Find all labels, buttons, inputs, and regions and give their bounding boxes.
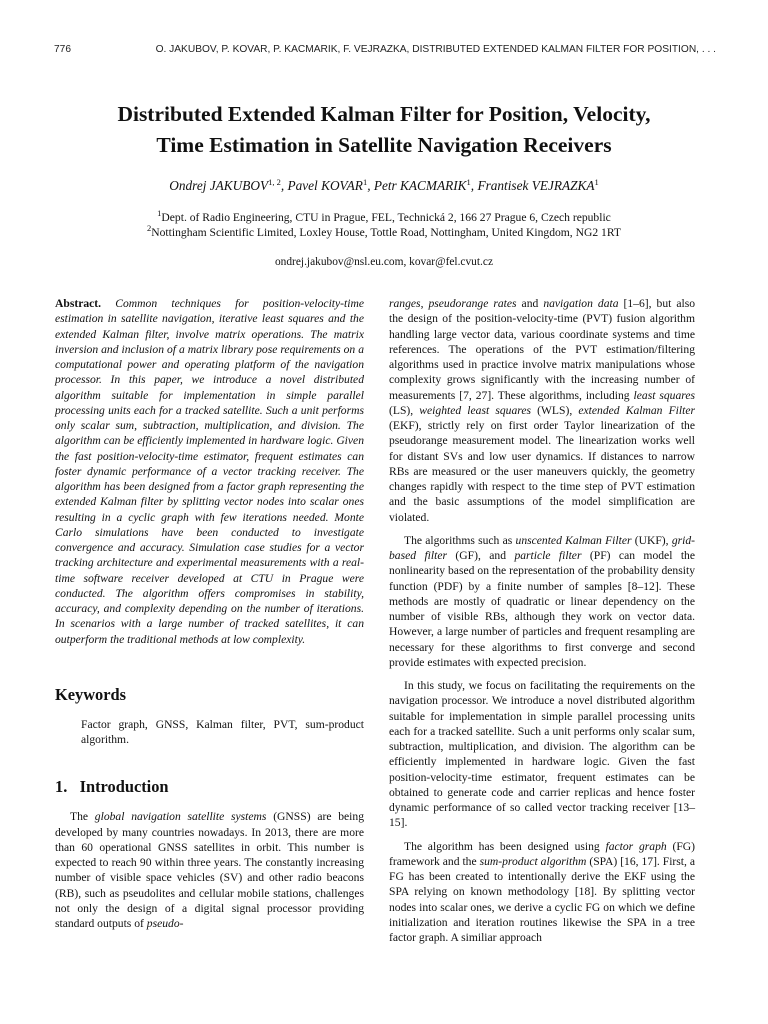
author-list: Ondrej JAKUBOV$^{1, 2}$, Pavel KOVAR$^1$, Petr KACMARIK$^1$, Frantisek VEJRAZKA$^1$ [169, 177, 599, 193]
affiliation-mark: 1 [157, 208, 162, 218]
italic-term: factor graph [605, 839, 667, 853]
page-number: 776 [54, 44, 71, 55]
text-run: and [516, 297, 544, 310]
author-name: Pavel KOVAR [287, 178, 363, 193]
italic-term: weighted least squares [419, 403, 531, 417]
contact-email: ondrej.jakubov@nsl.eu.com, kovar@fel.cvut.cz [274, 256, 494, 268]
body-paragraph [389, 678, 695, 831]
affiliation [40, 208, 728, 224]
text-run: The algorithm has been designed using [404, 839, 606, 853]
italic-term: navigation data [543, 297, 619, 310]
italic-term: global navigation satellite systems [94, 810, 267, 824]
affiliation [40, 223, 728, 239]
italic-term: ranges [389, 297, 421, 310]
author-affiliation-mark: 1, 2 [268, 177, 281, 187]
body-paragraph [389, 296, 695, 525]
text-run: (GF), and [447, 549, 515, 562]
author-name: Frantisek VEJRAZKA [477, 178, 595, 193]
author-name: Petr KACMARIK [373, 178, 467, 193]
text-run: The algorithms such as [404, 533, 516, 547]
text-run: , [420, 297, 429, 310]
italic-term: extended Kalman Filter [578, 403, 695, 417]
italic-term: sum-product algorithm [479, 854, 587, 868]
text-run: [1–6], but also the design of the position-velocity-time (PVT) fusion algorithm handling large vector data, various coordinate systems and time references. The operations of the PVT estimation/filtering algorithms used in practice involve matrix manipulations whose complexity grows significantly with the increasing number of measurements [7, 27]. These algorithms, including [389, 297, 696, 402]
title-line-1: Distributed Extended Kalman Filter for Position, Velocity, [117, 102, 651, 126]
abstract-label: Abstract. [55, 297, 102, 310]
section-heading-introduction: 1. Introduction [55, 777, 169, 797]
author-affiliation-mark: 1 [466, 177, 471, 187]
right-column [389, 296, 695, 945]
paper-title [40, 99, 728, 161]
italic-term: pseudo- [146, 917, 184, 930]
affiliation-mark: 2 [147, 223, 152, 233]
italic-term: unscented Kalman Filter [515, 533, 632, 547]
abstract [55, 296, 364, 647]
author-affiliation-mark: 1 [362, 177, 368, 187]
title-line-2: Time Estimation in Satellite Navigation Receivers [156, 133, 612, 157]
text-run: The [70, 810, 95, 824]
body-paragraph [389, 533, 695, 670]
text-run: (EKF), strictly rely on first order Taylor linearization of the pseudorange measurement model. The linearization works well for distant SVs and low user dynamics. If distances to narrow RBs are measured or the user maneuvers quickly, the geometry changes rapidly with respect to the time step of PVT estimation and the basic assumptions of the model simplification are violated. [389, 419, 695, 524]
text-run: (FG) framework and the [389, 839, 695, 868]
keywords-heading: Keywords [55, 684, 127, 704]
italic-term: least squares [633, 388, 696, 402]
text-run: (WLS), [530, 403, 579, 417]
author-name: Ondrej JAKUBOV [169, 178, 269, 193]
keywords-text: Factor graph, GNSS, Kalman filter, PVT, sum-product algorithm. [81, 717, 364, 746]
italic-term: grid-based filter [389, 533, 695, 562]
text-run: (LS), [389, 403, 420, 417]
left-column [55, 296, 364, 931]
text-run: (GNSS) are being developed by many countries nowadays. In 2013, there are more than 60 operational GNSS satellites in orbit. This number is expected to reach 90 within three years. The constantly increasing number of visible space vehicles (SV) and other radio beacons (RB), such as pseudolites and cellular mobile stations, challenges not only the design of a digital signal processor providing standard outputs of [55, 810, 364, 930]
text-run: (PF) can model the nonlinearity based on the representation of the probability density function (PDF) by a finite number of samples [8–12]. These methods are mostly of quadratic or linear dependency on the number of visible RBs, although they work on vector data. However, a large number of particles and frequent resampling are necessary for these algorithms to first converge and second provide estimates with expected precision. [389, 549, 695, 669]
italic-term: pseudorange rates [428, 297, 517, 310]
text-run: In this study, we focus on facilitating the requirements on the navigation processor. We introduce a novel distributed algorithm suitable for implementation in simple parallel processing units each for a tracked satellite. Such a unit performs only scalar sum, subtraction, multiplication, and division. The algorithm can be efficiently implemented in hardware logic. Given the fast position-velocity-time estimator, frequent estimates can be obtained to generate code and carrier replicas and hence foster dynamic performance of so called vector tracking receiver [13–15]. [389, 679, 695, 830]
abstract-text: Common techniques for position-velocity-time estimation in satellite navigation, iterative least squares and the extended Kalman filter, involve matrix operations. The matrix inversion and inclusion of a matrix library pose requirements on a computational power and operating platform of the navigation processor. In this paper, we introduce a novel distributed algorithm suitable for implementation in simple parallel processing units each for a tracked satellite. Such a unit performs only scalar sum, subtraction, multiplication, and division. The algorithm can be efficiently implemented in hardware logic. Given the fast position-velocity-time estimator, frequent estimates can foster dynamic performance of a vector tracking receiver. The algorithm has been designed from a factor graph representing the extended Kalman filter by splitting vector nodes into scalar ones resulting in a cyclic graph with few iterations needed. Monte Carlo simulations have been conducted to investigate convergence and accuracy. Simulation case studies for a vector tracking architecture and experimental measurements with a real-time software receiver developed at CTU in Prague were conducted. The algorithm offers compromises in stability, accuracy, and complexity depending on the number of iterations. In scenarios with a large number of tracked satellites, it can outperform the traditional methods at low complexity. [55, 297, 364, 646]
affiliation-text: Nottingham Scientific Limited, Loxley House, Tottle Road, Nottingham, United Kingdom, NG2 1RT [151, 226, 621, 239]
running-title: O. JAKUBOV, P. KOVAR, P. KACMARIK, F. VEJRAZKA, DISTRIBUTED EXTENDED KALMAN FILTER FOR POSITION, . . . [155, 44, 716, 55]
affiliation-text: Dept. of Radio Engineering, CTU in Prague, FEL, Technická 2, 166 27 Prague 6, Czech republic [161, 211, 611, 224]
text-run: (UKF), [631, 533, 672, 547]
italic-term: particle filter [514, 549, 582, 562]
body-paragraph [389, 839, 695, 946]
text-run: (SPA) [16, 17]. First, a FG has been created to intentionally derive the EKF using the SPA relying on known methodology [18]. By splitting vector nodes into scalar ones, we derive a cyclic FG on which we define initialization and iteration routines likewise the SPA in a tree factor graph. A similiar approach [389, 854, 695, 944]
author-affiliation-mark: 1 [594, 177, 599, 187]
intro-paragraph [55, 809, 364, 931]
